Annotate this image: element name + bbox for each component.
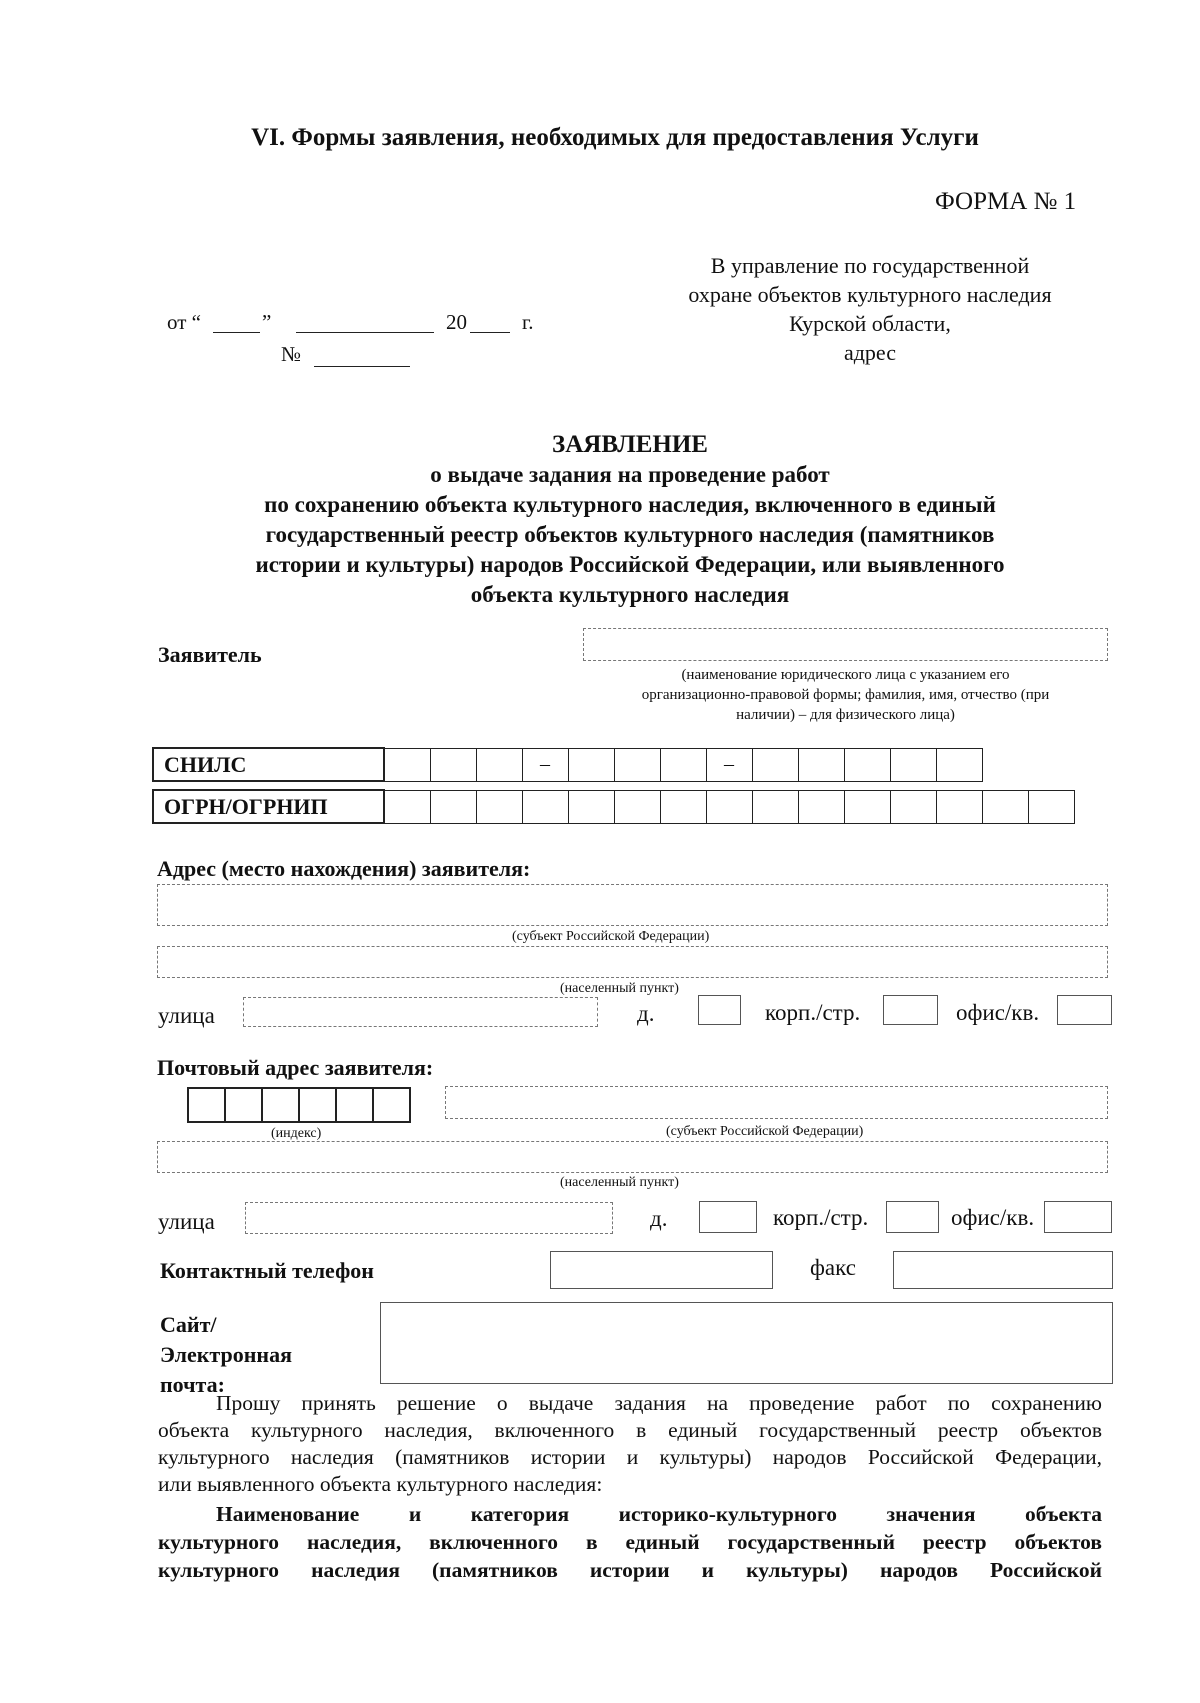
- date-year-blank[interactable]: [470, 332, 510, 333]
- ogrn-digit-cell[interactable]: [384, 790, 430, 823]
- site-email-label-line-3: почта:: [160, 1372, 225, 1397]
- postal-index-cell[interactable]: [336, 1088, 373, 1122]
- postal-index-cell[interactable]: [262, 1088, 299, 1122]
- ogrn-digit-cell[interactable]: [568, 790, 614, 823]
- ogrn-digit-cell[interactable]: [522, 790, 568, 823]
- request-line-4: или выявленного объекта культурного наследия:: [158, 1472, 603, 1496]
- snils-separator: –: [706, 748, 752, 781]
- ogrn-digit-cell[interactable]: [430, 790, 476, 823]
- title-line-4: истории и культуры) народов Российской Федерации, или выявленного: [255, 552, 1005, 577]
- site-email-field[interactable]: [380, 1302, 1113, 1384]
- address-building-field[interactable]: [883, 995, 938, 1025]
- postal-subject-caption: (субъект Российской Федерации): [666, 1124, 864, 1139]
- snils-digit-cell[interactable]: [476, 748, 522, 781]
- applicant-caption-line-2: организационно-правовой формы; фамилия, имя, отчество (при: [641, 687, 1050, 703]
- snils-digit-cell[interactable]: [614, 748, 660, 781]
- title-line-2: по сохранению объекта культурного наследия, включенного в единый: [264, 492, 996, 517]
- address-street-label: улица: [158, 1003, 215, 1028]
- snils-digit-cell[interactable]: [798, 748, 844, 781]
- snils-digit-cell[interactable]: [890, 748, 936, 781]
- phone-label: Контактный телефон: [160, 1258, 374, 1283]
- snils-digit-cell[interactable]: [752, 748, 798, 781]
- address-building-label: корп./стр.: [765, 1000, 861, 1025]
- snils-digit-cell[interactable]: [430, 748, 476, 781]
- applicant-name-field[interactable]: [583, 628, 1108, 661]
- ogrn-digit-cell[interactable]: [890, 790, 936, 823]
- postal-heading: Почтовый адрес заявителя:: [157, 1055, 434, 1080]
- addressee-line-4: адрес: [843, 340, 897, 365]
- date-day-blank[interactable]: [213, 332, 260, 333]
- address-subject-field[interactable]: [157, 884, 1108, 926]
- ogrn-digit-cell[interactable]: [476, 790, 522, 823]
- title-line-3: государственный реестр объектов культурного наследия (памятников: [265, 522, 995, 547]
- postal-building-field[interactable]: [886, 1201, 939, 1233]
- address-heading: Адрес (место нахождения) заявителя:: [157, 856, 531, 881]
- snils-digit-cell[interactable]: [568, 748, 614, 781]
- ogrn-digit-cell[interactable]: [614, 790, 660, 823]
- ogrn-digit-cell[interactable]: [1028, 790, 1074, 823]
- request-paragraph: [158, 1390, 1102, 1498]
- applicant-label: Заявитель: [158, 642, 262, 667]
- title-heading: ЗАЯВЛЕНИЕ: [552, 431, 708, 458]
- phone-field[interactable]: [550, 1251, 773, 1289]
- snils-digit-cell[interactable]: [936, 748, 982, 781]
- address-office-label: офис/кв.: [956, 1000, 1040, 1025]
- date-prefix: от “: [167, 310, 201, 334]
- date-close-quote: ”: [262, 310, 272, 334]
- ogrn-digit-cell[interactable]: [982, 790, 1028, 823]
- postal-house-label: д.: [650, 1206, 668, 1231]
- snils-digit-cell[interactable]: [660, 748, 706, 781]
- number-sign: №: [281, 342, 302, 366]
- fax-label: факс: [810, 1255, 856, 1280]
- date-year-suffix: г.: [522, 310, 534, 334]
- postal-index-cell[interactable]: [225, 1088, 262, 1122]
- address-subject-caption: (субъект Российской Федерации): [512, 929, 710, 944]
- postal-street-field[interactable]: [245, 1202, 613, 1234]
- request-line-1: Прошу принять решение о выдаче задания на проведение работ по сохранению: [216, 1391, 1102, 1415]
- object-name-paragraph: [158, 1500, 1102, 1584]
- address-locality-caption: (населенный пункт): [560, 981, 679, 996]
- postal-building-label: корп./стр.: [773, 1205, 869, 1230]
- object-name-line-3: культурного наследия (памятников истории и культуры) народов Российской: [158, 1558, 1102, 1582]
- address-house-label: д.: [637, 1001, 655, 1026]
- address-house-field[interactable]: [698, 995, 741, 1025]
- address-street-field[interactable]: [243, 997, 598, 1027]
- date-year-prefix: 20: [446, 310, 467, 334]
- postal-locality-caption: (населенный пункт): [560, 1175, 679, 1190]
- snils-grid: [152, 747, 983, 782]
- site-email-label-line-2: Электронная: [160, 1342, 292, 1367]
- site-email-label: [160, 1310, 292, 1400]
- postal-index-cell[interactable]: [188, 1088, 225, 1122]
- snils-digit-cell[interactable]: [384, 748, 430, 781]
- addressee-line-1: В управление по государственной: [710, 253, 1030, 278]
- object-name-line-1: Наименование и категория историко-культурного значения объекта: [216, 1502, 1102, 1526]
- addressee-line-3: Курской области,: [789, 311, 951, 336]
- snils-label: СНИЛС: [153, 748, 384, 781]
- ogrn-digit-cell[interactable]: [936, 790, 982, 823]
- postal-street-label: улица: [158, 1209, 215, 1234]
- date-month-blank[interactable]: [296, 332, 434, 333]
- address-office-field[interactable]: [1057, 995, 1112, 1025]
- applicant-caption: [583, 665, 1108, 725]
- postal-index-cell[interactable]: [299, 1088, 336, 1122]
- title-line-1: о выдаче задания на проведение работ: [430, 462, 830, 487]
- postal-index-grid: [187, 1087, 411, 1123]
- request-line-3: культурного наследия (памятников истории и культуры) народов Российской Федерации,: [158, 1445, 1102, 1469]
- request-line-2: объекта культурного наследия, включенного в единый государственный реестр объектов: [158, 1418, 1102, 1442]
- address-locality-field[interactable]: [157, 946, 1108, 978]
- ogrn-digit-cell[interactable]: [752, 790, 798, 823]
- ogrn-digit-cell[interactable]: [706, 790, 752, 823]
- applicant-caption-line-1: (наименование юридического лица с указанием его: [681, 667, 1010, 683]
- ogrn-digit-cell[interactable]: [844, 790, 890, 823]
- title-line-5: объекта культурного наследия: [470, 582, 790, 607]
- snils-separator: –: [522, 748, 568, 781]
- document-title: [150, 430, 1110, 610]
- addressee-line-2: охране объектов культурного наследия: [688, 282, 1052, 307]
- addressee-block: [660, 251, 1080, 367]
- postal-subject-field[interactable]: [445, 1086, 1108, 1119]
- number-blank[interactable]: [314, 366, 410, 367]
- ogrn-label: ОГРН/ОГРНИП: [153, 790, 384, 823]
- postal-index-caption: (индекс): [271, 1126, 322, 1141]
- section-title: VI. Формы заявления, необходимых для предоставления Услуги: [251, 124, 979, 151]
- postal-locality-field[interactable]: [157, 1141, 1108, 1173]
- postal-office-field[interactable]: [1044, 1201, 1112, 1233]
- fax-field[interactable]: [893, 1251, 1113, 1289]
- postal-office-label: офис/кв.: [951, 1205, 1035, 1230]
- site-email-label-line-1: Сайт/: [160, 1312, 217, 1337]
- snils-digit-cell[interactable]: [844, 748, 890, 781]
- object-name-line-2: культурного наследия, включенного в единый государственный реестр объектов: [158, 1530, 1102, 1554]
- applicant-caption-line-3: наличии) – для физического лица): [736, 707, 955, 723]
- ogrn-digit-cell[interactable]: [798, 790, 844, 823]
- ogrn-grid: [152, 789, 1075, 824]
- ogrn-digit-cell[interactable]: [660, 790, 706, 823]
- form-number: ФОРМА № 1: [935, 188, 1077, 215]
- postal-house-field[interactable]: [699, 1201, 757, 1233]
- postal-index-cell[interactable]: [373, 1088, 410, 1122]
